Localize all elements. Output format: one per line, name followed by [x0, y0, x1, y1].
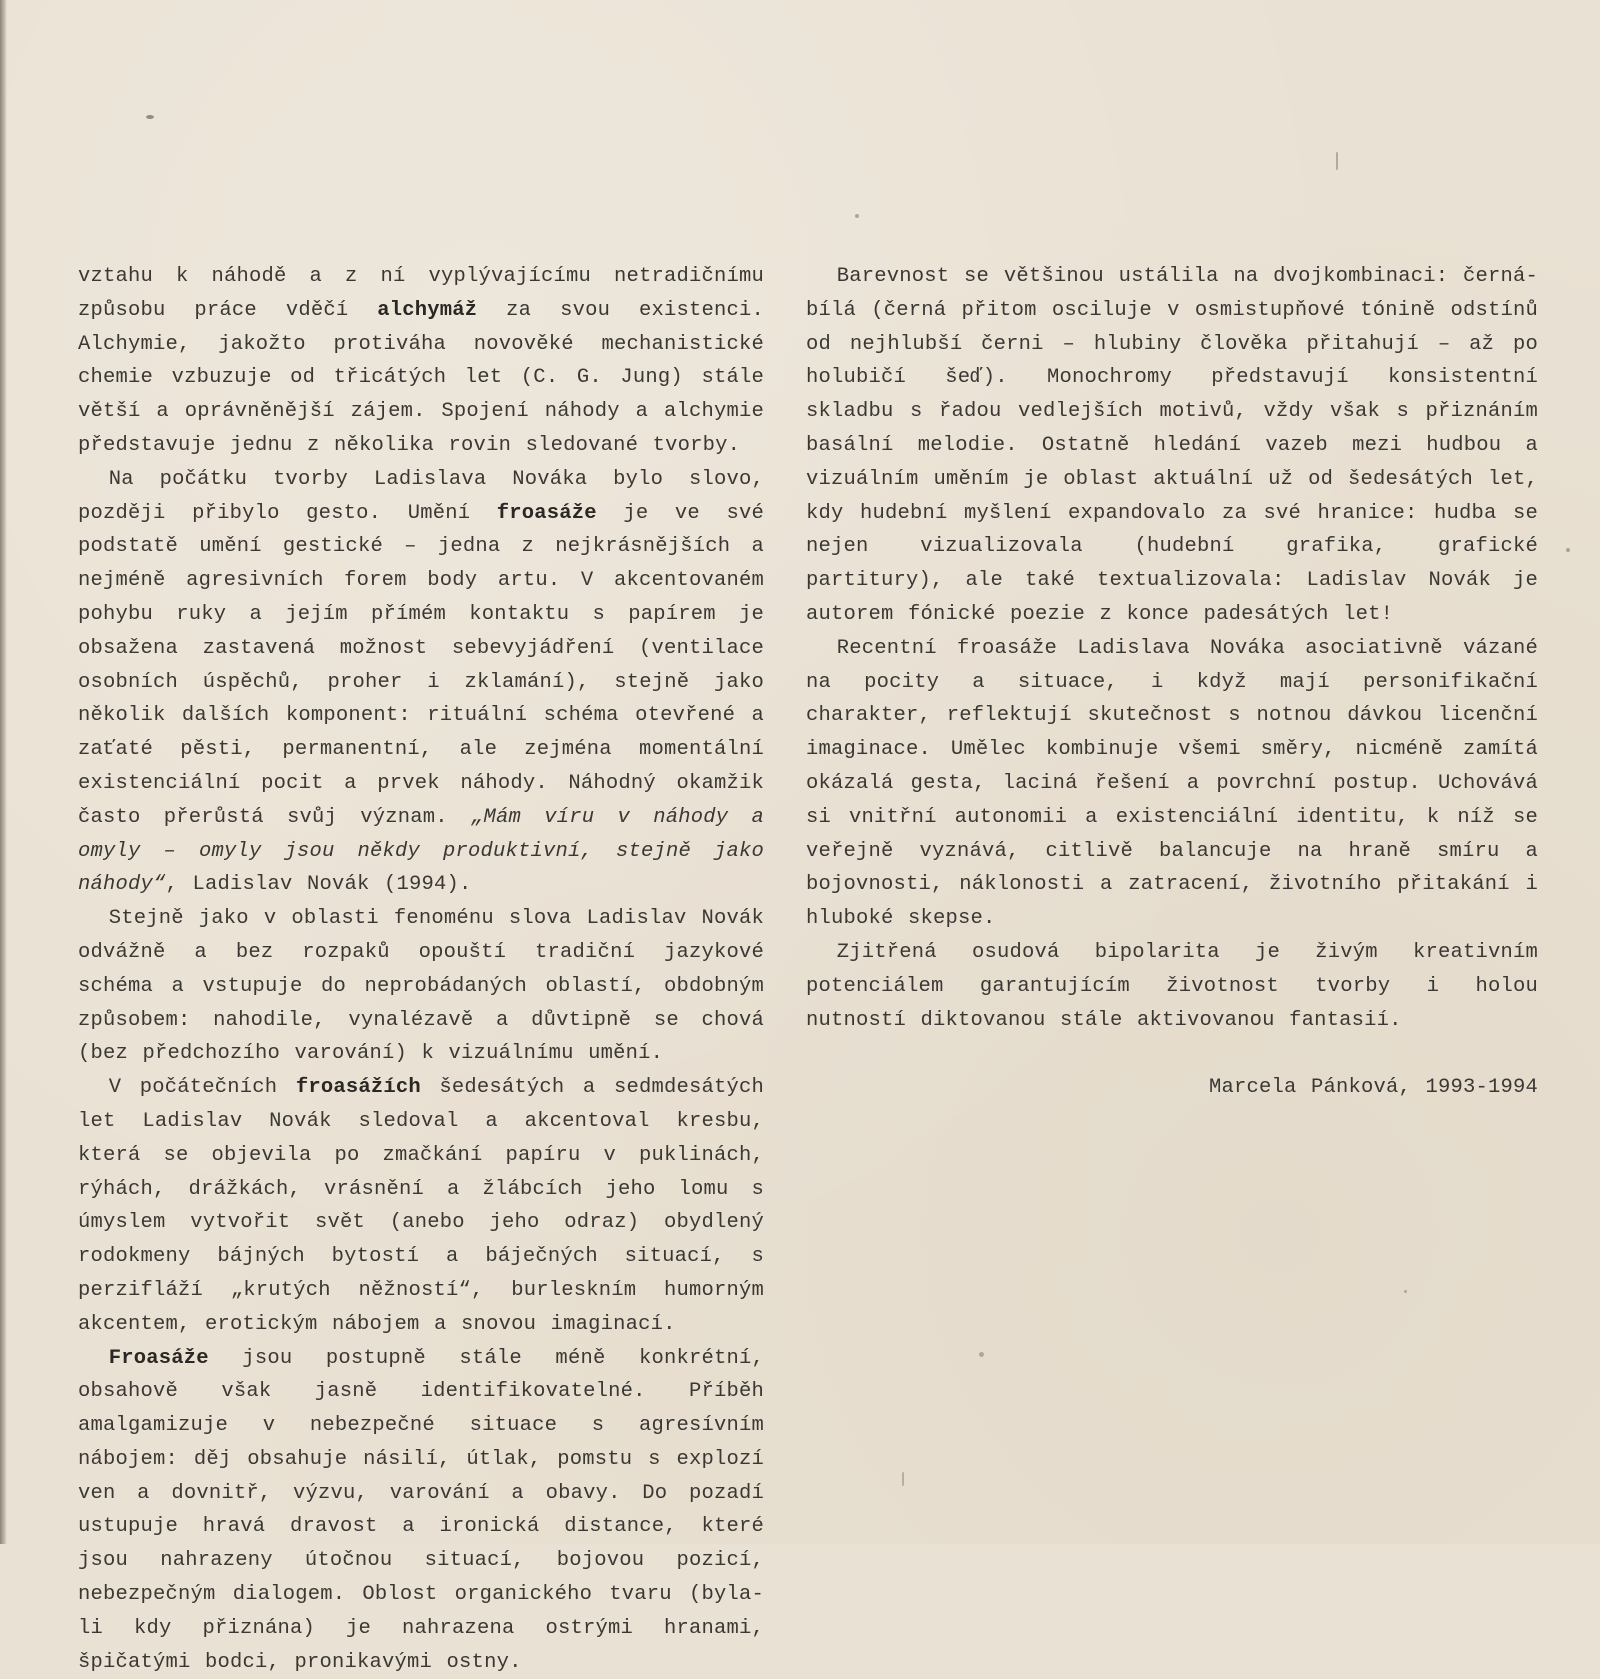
highlight-term: froasáže — [497, 502, 597, 525]
paragraph-color: Barevnost se většinou ustálila na dvojkombinaci: černá-bílá (černá přitom osciluje v osmistupňové tónině odstínů od nejhlubší černi – hlubiny člověka přitahují – až po holubičí šeď). Monochromy představují konsistentní skladbu s řadou vedlejších motivů, vždy však s přiznáním basální melodie. Ostatně hledání vazeb mezi hudbou a vizuálním uměním je oblast aktuální už od šedesátých let, kdy hudební myšlení expandovalo za své hranice: hudba se nejen vizualizovala (hudební grafika, grafické partitury), ale také textualizovala: Ladislav Novák je autorem fónické poezie z konce padesátých let! — [806, 260, 1538, 632]
page-spine-shadow — [0, 0, 7, 1544]
paragraph-bipolarity: Zjitřená osudová bipolarita je živým kreativním potenciálem garantujícím životnost tvorby i holou nutností diktovanou stále aktivovanou fantasií. — [806, 936, 1538, 1037]
paragraph-text: Na počátku tvorby Ladislava Nováka bylo slovo, později přibylo gesto. Umění — [78, 468, 764, 525]
paragraph-text: , Ladislav Novák (1994). — [166, 873, 472, 896]
paragraph-text: V počátečních — [109, 1076, 296, 1099]
paragraph-word-phenomenon — [78, 902, 764, 1071]
paragraph-early-froasages — [78, 1071, 764, 1341]
paragraph-text: šedesátých a sedmdesátých let Ladislav Novák sledoval a akcentoval kresbu, která se objevila po zmačkání papíru v puklinách, rýhách, drážkách, vrásnění a žlábcích jeho lomu s úmyslem vytvořit svět (anebo jeho odraz) obydlený rodokmeny bájných bytostí a báječných situací, s perzifláží „krutých něžností“, burleskním humorným akcentem, erotickým nábojem a snovou imaginací. — [78, 1076, 764, 1336]
paragraph-text: je ve své podstatě umění gestické – jedna z nejkrásnějších a nejméně agresivních forem body artu. V akcentovaném pohybu ruky a jejím přímém kontaktu s papírem je obsažena zastavená možnost sebevyjádření (ventilace osobních úspěchů, proher i zklamání), stejně jako několik dalších komponent: rituální schéma otevřené a zaťaté pěsti, permanentní, ale zejména momentální existenciální pocit a prvek náhody. Náhodný okamžik často přerůstá svůj význam. — [78, 502, 764, 829]
paragraph-text: jsou postupně stále méně konkrétní, obsahově však jasně identifikovatelné. Příběh amalgamizuje v nebezpečné situace s agresívním nábojem: děj obsahuje násilí, útlak, pomstu s explozí ven a dovnitř, výzvu, varování a obavy. Do pozadí ustupuje hravá dravost a ironická distance, které jsou nahrazeny útočnou situací, bojovou pozicí, nebezpečným dialogem. Oblost organického tvaru (byla-li kdy přiznána) je nahrazena ostrými hranami, špičatými bodci, pronikavými ostny. — [78, 1347, 764, 1674]
dust-speck — [146, 115, 154, 119]
paragraph-text: vztahu k náhodě a z ní vyplývajícímu netradičnímu způsobu práce vděčí — [78, 265, 764, 322]
paragraph-later-froasages — [78, 1342, 764, 1679]
dust-speck — [902, 1472, 904, 1486]
dust-speck — [855, 214, 859, 218]
paragraph-gesture — [78, 463, 764, 902]
dust-speck — [1336, 152, 1338, 170]
dust-speck — [1404, 1290, 1407, 1293]
paragraph-text: za svou existenci. Alchymie, jakožto protiváha novověké mechanistické chemie vzbuzuje od třicátých let (C. G. Jung) stále větší a oprávněnější zájem. Spojení náhody a alchymie představuje jednu z několika rovin sledované tvorby. — [78, 299, 764, 457]
dust-speck — [1566, 548, 1570, 552]
italic-quote: „Mám víru v náhody a omyly – omyly jsou někdy produktivní, stejně jako náhody“ — [78, 806, 764, 897]
paragraph-alchemy — [78, 260, 764, 463]
left-text-column — [78, 260, 764, 1679]
author-signature: Marcela Pánková, 1993-1994 — [806, 1071, 1538, 1105]
paragraph-text: Stejně jako v oblasti fenoménu slova Ladislav Novák odvážně a bez rozpaků opouští tradiční jazykové schéma a vstupuje do neprobádaných oblastí, obdobným způsobem: nahodile, vynalézavě a důvtipně se chová (bez předchozího varování) k vizuálnímu umění. — [78, 907, 764, 1065]
highlight-term: froasážích — [296, 1076, 421, 1099]
right-text-column — [806, 260, 1538, 1105]
dust-speck — [979, 1352, 984, 1357]
highlight-term: alchymáž — [377, 299, 477, 322]
highlight-term: Froasáže — [109, 1347, 209, 1370]
paragraph-recent-froasages: Recentní froasáže Ladislava Nováka asociativně vázané na pocity a situace, i když mají personifikační charakter, reflektují skutečnost s notnou dávkou licenční imaginace. Umělec kombinuje všemi směry, nicméně zamítá okázalá gesta, laciná řešení a povrchní postup. Uchovává si vnitřní autonomii a existenciální identitu, k níž se veřejně vyznává, citlivě balancuje na hraně smíru a bojovnosti, náklonosti a zatracení, životního přitakání i hluboké skepse. — [806, 632, 1538, 936]
